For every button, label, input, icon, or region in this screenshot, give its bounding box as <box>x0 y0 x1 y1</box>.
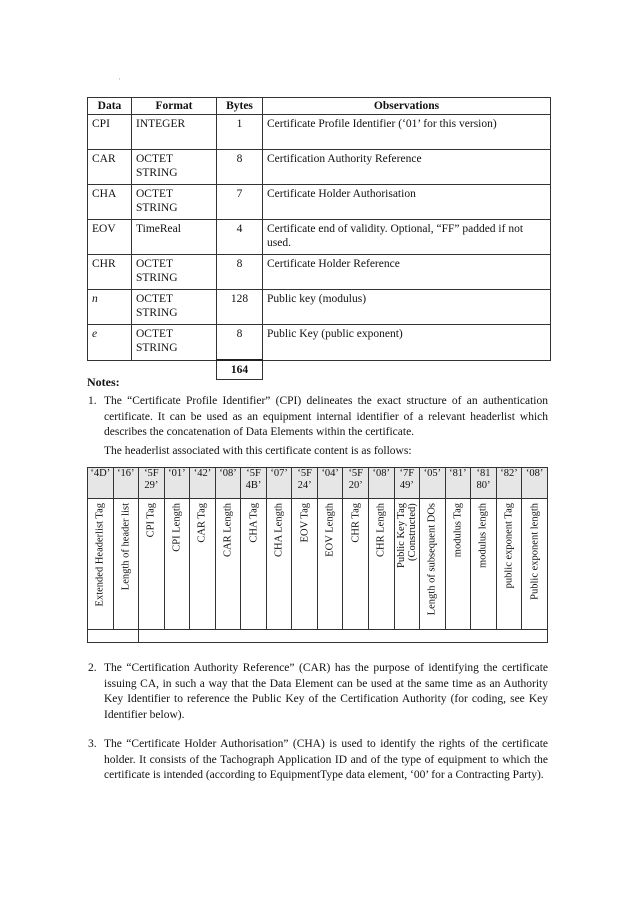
cell-format: OCTET STRING <box>132 255 217 290</box>
headerlist-label-cell <box>317 499 343 630</box>
headerlist-label: CHR Length <box>375 503 387 557</box>
cell-bytes: 7 <box>217 185 263 220</box>
headerlist-code: ‘5F 24’ <box>292 468 318 499</box>
headerlist-label-cell <box>445 499 471 630</box>
headerlist-code: ‘04’ <box>317 468 343 499</box>
headerlist-code: ‘5F 4B’ <box>241 468 267 499</box>
table-row <box>88 220 551 255</box>
headerlist-code: ‘16’ <box>113 468 139 499</box>
note-2 <box>88 661 548 723</box>
headerlist-label: CPI Tag <box>145 503 157 538</box>
table-row <box>88 185 551 220</box>
headerlist-code: ‘5F 29’ <box>139 468 165 499</box>
table-row <box>88 290 551 325</box>
cell-observations: Certificate Holder Authorisation <box>263 185 551 220</box>
headerlist-code: ‘07’ <box>266 468 292 499</box>
cell-bytes: 8 <box>217 255 263 290</box>
headerlist-label: EOV Length <box>324 503 336 557</box>
cell-bytes: 4 <box>217 220 263 255</box>
cell-format: OCTET STRING <box>132 185 217 220</box>
cell-data: CAR <box>88 150 132 185</box>
headerlist-label-cell <box>369 499 395 630</box>
cell-data: EOV <box>88 220 132 255</box>
table-row <box>88 115 551 150</box>
headerlist-label-cell <box>164 499 190 630</box>
headerlist-code: ‘4D’ <box>88 468 114 499</box>
table-row <box>88 325 551 361</box>
cell-observations: Certificate Holder Reference <box>263 255 551 290</box>
cell-data: e <box>88 325 132 361</box>
headerlist-label-cell <box>522 499 548 630</box>
headerlist-label-cell <box>266 499 292 630</box>
headerlist-label: Public exponent length <box>529 503 541 600</box>
filler-cell <box>88 630 139 643</box>
headerlist-labels-row <box>88 499 548 630</box>
cell-observations: Public Key (public exponent) <box>263 325 551 361</box>
header-bytes: Bytes <box>217 98 263 115</box>
headerlist-label: modulus Tag <box>452 503 464 558</box>
headerlist-label: Length of subsequent DOs <box>426 503 438 616</box>
headerlist-code: ‘08’ <box>369 468 395 499</box>
note-text: The “Certification Authority Reference” (CAR) has the purpose of identifying the certificate issuing CA, in such a way that the Data Element can be used at the same time as an Authority Key Identifier to reference the Public Key of the Certification Authority (for coding, see Key Identifier below). <box>104 662 548 721</box>
headerlist-code: ‘01’ <box>164 468 190 499</box>
headerlist-label-cell <box>496 499 522 630</box>
header-observations: Observations <box>263 98 551 115</box>
headerlist-label-cell <box>292 499 318 630</box>
headerlist-label: CPI Length <box>171 503 183 552</box>
headerlist-label-cell <box>241 499 267 630</box>
cell-format: TimeReal <box>132 220 217 255</box>
headerlist-codes-row <box>88 468 548 499</box>
table-row <box>88 255 551 290</box>
headerlist-label: public exponent Tag <box>503 503 515 589</box>
cell-observations: Certificate end of validity. Optional, “FF” padded if not used. <box>263 220 551 255</box>
headerlist-label: Public Key Tag (Constructed) <box>395 503 418 568</box>
bytes-total: 164 <box>217 360 263 380</box>
headerlist-code: ‘42’ <box>190 468 216 499</box>
cell-bytes: 128 <box>217 290 263 325</box>
cell-format: OCTET STRING <box>132 150 217 185</box>
headerlist-code: ‘7F 49’ <box>394 468 420 499</box>
cell-format: OCTET STRING <box>132 290 217 325</box>
headerlist-label: CHA Length <box>273 503 285 557</box>
headerlist-label-cell <box>190 499 216 630</box>
headerlist-filler-row <box>88 630 548 643</box>
headerlist-code: ‘08’ <box>215 468 241 499</box>
note-number: 3. <box>88 738 97 750</box>
note-number: 1. <box>88 395 97 407</box>
note-text: The “Certificate Holder Authorisation” (CHA) is used to identify the rights of the certificate holder. It consists of the Tachograph Application ID and of the type of equipment to which the certificate is intended (according to EquipmentType data element, ‘00’ for a Contracting Party). <box>104 738 548 781</box>
notes-heading: Notes: <box>87 375 120 389</box>
header-format: Format <box>132 98 217 115</box>
headerlist-label-cell <box>139 499 165 630</box>
headerlist-label: CHR Tag <box>350 503 362 543</box>
note-number: 2. <box>88 662 97 674</box>
note-3 <box>88 737 548 784</box>
headerlist-code: ‘08’ <box>522 468 548 499</box>
cell-bytes: 8 <box>217 150 263 185</box>
cell-data: CHR <box>88 255 132 290</box>
cell-format: INTEGER <box>132 115 217 150</box>
cell-observations: Public key (modulus) <box>263 290 551 325</box>
empty-cell <box>132 360 217 380</box>
headerlist-label-cell <box>394 499 420 630</box>
headerlist-label-cell <box>343 499 369 630</box>
note-text: The headerlist associated with this certificate content is as follows: <box>104 445 412 457</box>
headerlist-label: CAR Length <box>222 503 234 557</box>
cell-bytes: 1 <box>217 115 263 150</box>
corner-mark: · <box>118 74 121 84</box>
table-row <box>88 150 551 185</box>
headerlist-label-cell <box>215 499 241 630</box>
filler-cell <box>139 630 548 643</box>
cell-data: CPI <box>88 115 132 150</box>
note-1 <box>88 394 548 441</box>
headerlist-label-cell <box>420 499 446 630</box>
headerlist-code: ‘82’ <box>496 468 522 499</box>
headerlist-label-cell <box>113 499 139 630</box>
note-1-continuation <box>104 444 548 460</box>
headerlist-code: ‘81 80’ <box>471 468 497 499</box>
table-header-row <box>88 98 551 115</box>
note-text: The “Certificate Profile Identifier” (CPI) delineates the exact structure of an authentication certificate. It can be used as an equipment internal identifier of a relevant headerlist which describes the concatenation of Data Elements within the certificate. <box>104 395 548 438</box>
headerlist-label: Extended Headerlist Tag <box>94 503 106 607</box>
cell-bytes: 8 <box>217 325 263 361</box>
headerlist-label: CAR Tag <box>196 503 208 543</box>
cell-data: n <box>88 290 132 325</box>
headerlist-label: modulus length <box>477 503 489 569</box>
data-element-table <box>87 97 551 380</box>
headerlist-code: ‘5F 20’ <box>343 468 369 499</box>
headerlist-label: CHA Tag <box>248 503 260 543</box>
headerlist-code: ‘81’ <box>445 468 471 499</box>
headerlist-label: EOV Tag <box>299 503 311 543</box>
header-data: Data <box>88 98 132 115</box>
cell-format: OCTET STRING <box>132 325 217 361</box>
headerlist-code: ‘05’ <box>420 468 446 499</box>
cell-observations: Certification Authority Reference <box>263 150 551 185</box>
cell-observations: Certificate Profile Identifier (‘01’ for this version) <box>263 115 551 150</box>
headerlist-label-cell <box>88 499 114 630</box>
headerlist-label: Length of header list <box>120 503 132 591</box>
cell-data: CHA <box>88 185 132 220</box>
empty-cell <box>263 360 551 380</box>
table-total-row <box>88 360 551 380</box>
headerlist-label-cell <box>471 499 497 630</box>
headerlist-table <box>87 467 548 643</box>
